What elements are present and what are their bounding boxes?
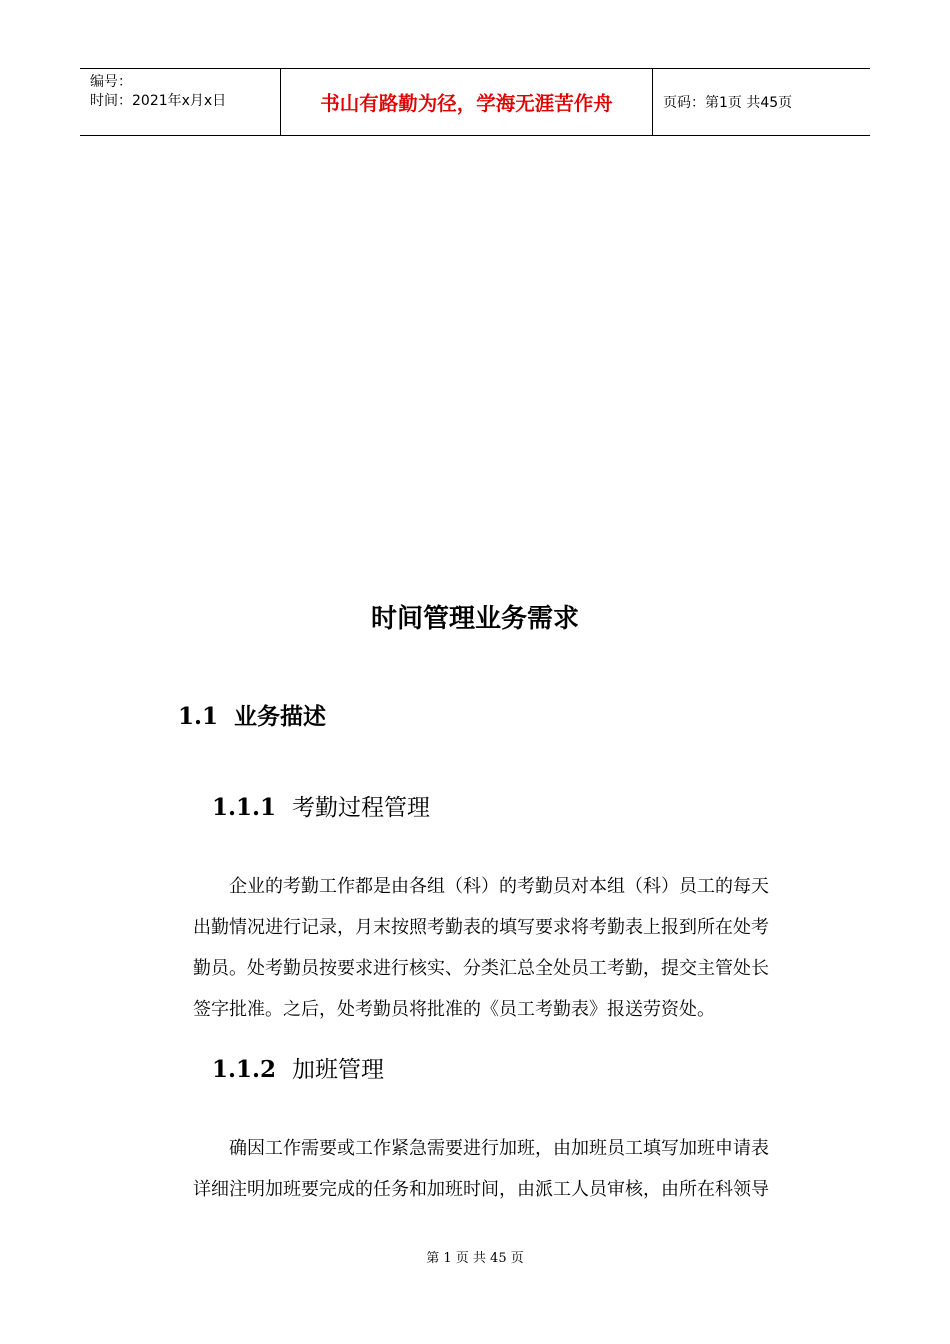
page-header <box>80 68 870 136</box>
subsection-number: 1.1.2 <box>212 1056 277 1083</box>
subsection-title: 加班管理 <box>292 1057 385 1083</box>
header-meta <box>80 69 281 135</box>
section-heading <box>178 698 326 731</box>
section-title: 业务描述 <box>234 704 327 730</box>
paragraph-attendance <box>193 866 805 1030</box>
paragraph-line: 勤员。处考勤员按要求进行核实、分类汇总全处员工考勤，提交主管处长 <box>193 958 769 979</box>
subsection-heading-attendance <box>212 789 430 822</box>
header-time-label: 时间：2021年x月x日 <box>90 93 227 109</box>
paragraph-line: 企业的考勤工作都是由各组（科）的考勤员对本组（科）员工的每天 <box>229 876 769 897</box>
subsection-number: 1.1.1 <box>212 794 277 821</box>
header-number-label: 编号： <box>90 74 132 90</box>
header-page-info: 页码：第1页 共45页 <box>663 95 793 111</box>
paragraph-line: 签字批准。之后，处考勤员将批准的《员工考勤表》报送劳资处。 <box>193 999 715 1020</box>
paragraph-overtime <box>193 1128 805 1210</box>
section-number: 1.1 <box>178 703 219 730</box>
page-footer: 第 1 页 共 45 页 <box>426 1251 524 1266</box>
paragraph-line: 详细注明加班要完成的任务和加班时间，由派工人员审核，由所在科领导 <box>193 1179 769 1200</box>
header-motto: 书山有路勤为径，学海无涯苦作舟 <box>281 69 653 135</box>
document-title: 时间管理业务需求 <box>370 604 579 634</box>
paragraph-line: 出勤情况进行记录，月末按照考勤表的填写要求将考勤表上报到所在处考 <box>193 917 769 938</box>
subsection-heading-overtime <box>212 1051 384 1084</box>
paragraph-line: 确因工作需要或工作紧急需要进行加班，由加班员工填写加班申请表 <box>229 1138 769 1159</box>
subsection-title: 考勤过程管理 <box>292 795 431 821</box>
